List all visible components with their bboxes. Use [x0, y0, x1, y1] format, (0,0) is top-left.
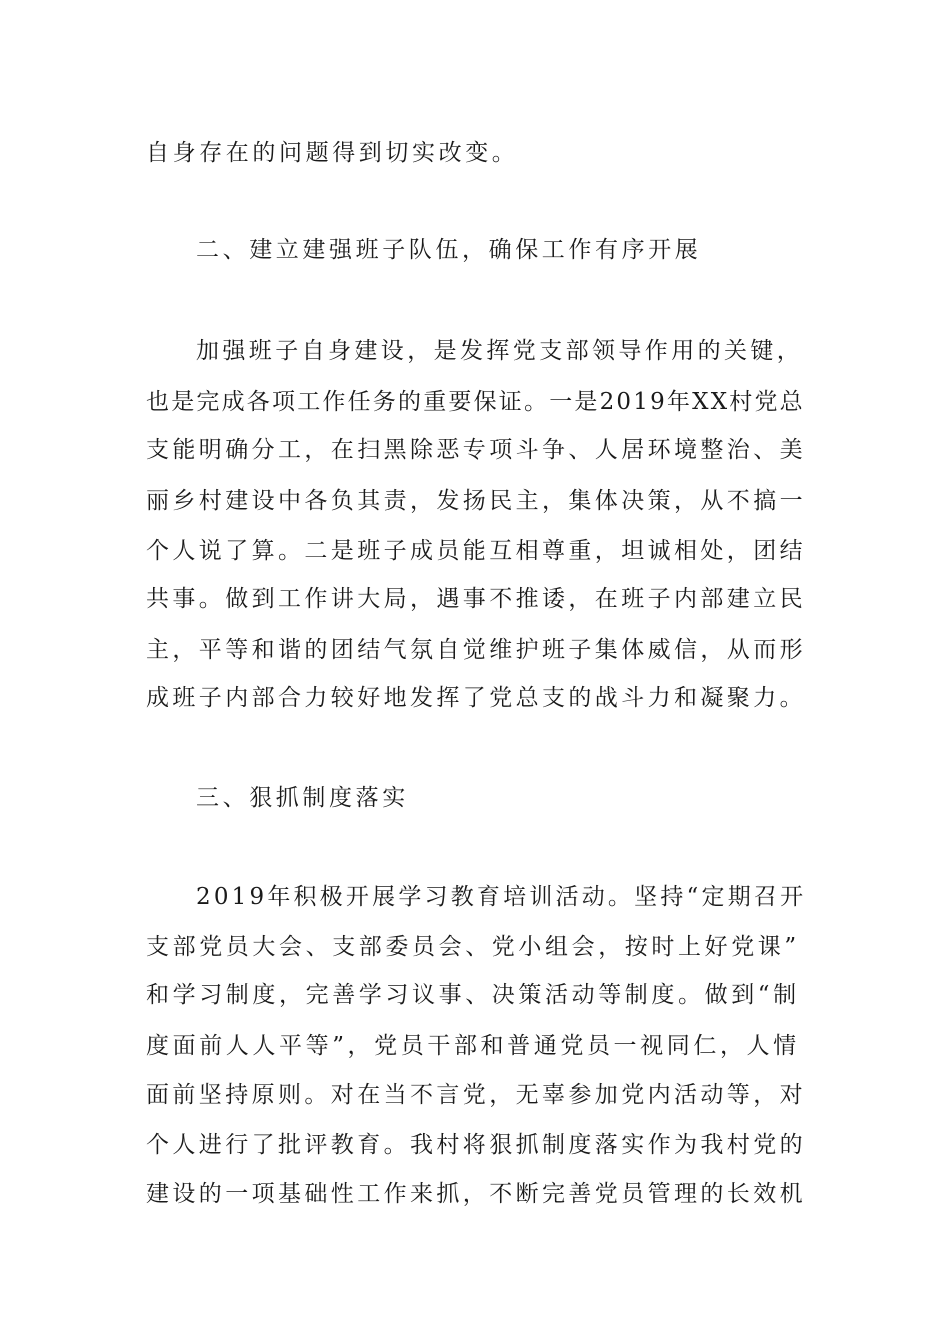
paragraph-line: 度面前人人平等”，党员干部和普通党员一视同仁，人情: [146, 1033, 800, 1059]
paragraph-line: 个人说了算。二是班子成员能互相尊重，坦诚相处，团结: [146, 538, 806, 564]
paragraph-line: 自身存在的问题得到切实改变。: [146, 140, 519, 166]
paragraph-line: 2019年积极开展学习教育培训活动。坚持“定期召开: [196, 884, 807, 910]
section-heading: 二、建立建强班子队伍，确保工作有序开展: [196, 237, 702, 263]
paragraph-line: 支能明确分工，在扫黑除恶专项斗争、人居环境整治、美: [146, 437, 806, 463]
paragraph-line: 加强班子自身建设，是发挥党支部领导作用的关键，: [196, 338, 804, 364]
paragraph-line: 和学习制度，完善学习议事、决策活动等制度。做到“制: [146, 982, 800, 1008]
paragraph-line: 主，平等和谐的团结气氛自觉维护班子集体威信，从而形: [146, 637, 806, 663]
paragraph-line: 面前坚持原则。对在当不言党，无辜参加党内活动等，对: [146, 1082, 806, 1108]
paragraph-line: 建设的一项基础性工作来抓，不断完善党员管理的长效机: [146, 1181, 806, 1207]
paragraph-line: 也是完成各项工作任务的重要保证。一是2019年XX村党总: [146, 389, 805, 415]
paragraph-line: 共事。做到工作讲大局，遇事不推诿，在班子内部建立民: [146, 586, 806, 612]
paragraph-line: 成班子内部合力较好地发挥了党总支的战斗力和凝聚力。: [146, 685, 806, 711]
paragraph-line: 个人进行了批评教育。我村将狠抓制度落实作为我村党的: [146, 1132, 806, 1158]
section-heading: 三、狠抓制度落实: [196, 785, 409, 811]
paragraph-line: 支部党员大会、支部委员会、党小组会，按时上好党课”: [146, 934, 800, 960]
paragraph-line: 丽乡村建设中各负其责，发扬民主，集体决策，从不搞一: [146, 488, 806, 514]
